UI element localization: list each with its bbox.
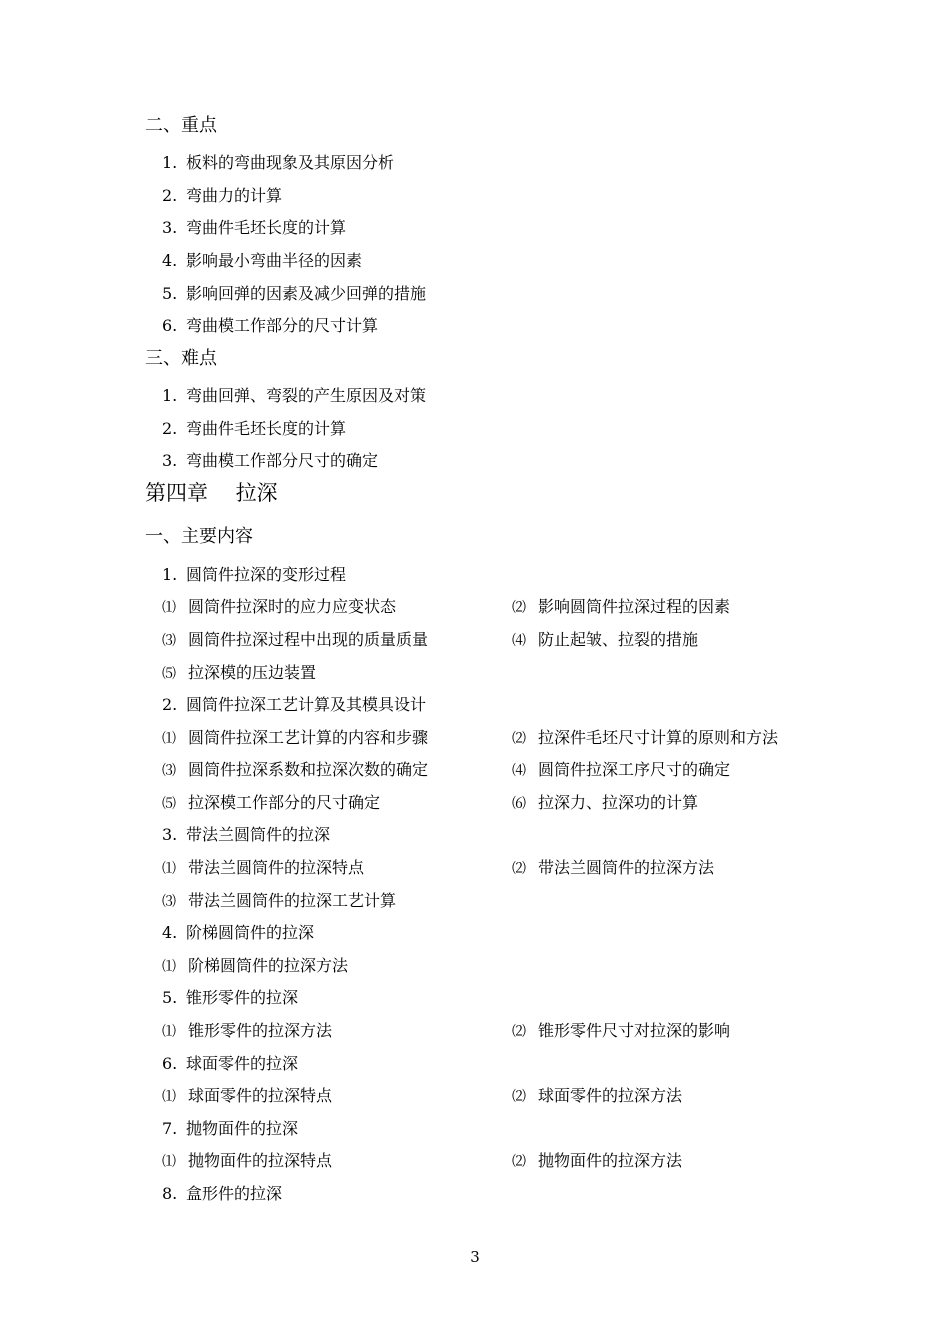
sub-item-text: 圆筒件拉深时的应力应变状态 — [188, 597, 397, 616]
list-item — [162, 286, 426, 302]
sub-item-text: 抛物面件的拉深特点 — [188, 1151, 333, 1170]
item-text: 影响回弹的因素及减少回弹的措施 — [186, 284, 427, 303]
sub-item-number: ⑶ — [162, 633, 176, 649]
item-number: 4. — [162, 923, 178, 942]
item-number: 2. — [162, 695, 178, 714]
sub-item-text: 拉深力、拉深功的计算 — [538, 793, 699, 812]
section-heading-key-points: 二、重点 — [145, 115, 217, 136]
list-item — [162, 567, 346, 583]
sub-item — [512, 1088, 682, 1104]
sub-item — [162, 1153, 332, 1169]
sub-item — [512, 730, 778, 746]
sub-item-number: ⑵ — [512, 861, 526, 877]
sub-item — [162, 762, 428, 778]
section-heading-difficulties: 三、难点 — [145, 348, 217, 369]
list-item — [162, 318, 378, 334]
sub-item-text: 圆筒件拉深过程中出现的质量质量 — [188, 630, 429, 649]
item-text: 阶梯圆筒件的拉深 — [186, 923, 315, 942]
sub-item — [162, 1088, 332, 1104]
sub-item-text: 带法兰圆筒件的拉深工艺计算 — [188, 891, 397, 910]
item-text: 影响最小弯曲半径的因素 — [186, 251, 363, 270]
sub-item-text: 锥形零件的拉深方法 — [188, 1021, 333, 1040]
list-item — [162, 188, 282, 204]
item-number: 3. — [162, 451, 178, 470]
item-number: 6. — [162, 316, 178, 335]
sub-item — [162, 730, 428, 746]
item-number: 4. — [162, 251, 178, 270]
item-number: 1. — [162, 153, 178, 172]
sub-item — [162, 665, 316, 681]
item-text: 圆筒件拉深工艺计算及其模具设计 — [186, 695, 427, 714]
sub-item-text: 圆筒件拉深工艺计算的内容和步骤 — [188, 728, 429, 747]
item-text: 球面零件的拉深 — [186, 1054, 299, 1073]
section-heading-main-content: 一、主要内容 — [145, 526, 253, 547]
sub-item-text: 拉深模的压边装置 — [188, 663, 317, 682]
list-item — [162, 421, 346, 437]
item-number: 5. — [162, 988, 178, 1007]
sub-item — [512, 860, 714, 876]
sub-item-number: ⑸ — [162, 796, 176, 812]
page-number: 3 — [470, 1248, 480, 1266]
sub-item-text: 抛物面件的拉深方法 — [538, 1151, 683, 1170]
list-item — [162, 155, 394, 171]
item-number: 7. — [162, 1119, 178, 1138]
item-number: 6. — [162, 1054, 178, 1073]
sub-item-text: 圆筒件拉深系数和拉深次数的确定 — [188, 760, 429, 779]
sub-item-text: 球面零件的拉深特点 — [188, 1086, 333, 1105]
sub-item-number: ⑴ — [162, 1154, 176, 1170]
sub-item-number: ⑹ — [512, 796, 526, 812]
sub-item-number: ⑶ — [162, 894, 176, 910]
sub-item-number: ⑴ — [162, 600, 176, 616]
sub-item-number: ⑴ — [162, 1024, 176, 1040]
item-text: 带法兰圆筒件的拉深 — [186, 825, 331, 844]
item-number: 5. — [162, 284, 178, 303]
list-item — [162, 453, 378, 469]
sub-item — [162, 860, 364, 876]
sub-item-number: ⑶ — [162, 763, 176, 779]
sub-item — [162, 632, 428, 648]
list-item — [162, 253, 362, 269]
list-item — [162, 388, 426, 404]
list-item — [162, 220, 346, 236]
sub-item — [162, 599, 396, 615]
sub-item-number: ⑵ — [512, 1089, 526, 1105]
item-text: 板料的弯曲现象及其原因分析 — [186, 153, 395, 172]
sub-item-text: 带法兰圆筒件的拉深特点 — [188, 858, 365, 877]
list-item — [162, 697, 426, 713]
item-number: 3. — [162, 825, 178, 844]
sub-item-number: ⑵ — [512, 1154, 526, 1170]
sub-item-text: 防止起皱、拉裂的措施 — [538, 630, 699, 649]
sub-item-text: 锥形零件尺寸对拉深的影响 — [538, 1021, 731, 1040]
sub-item-text: 拉深模工作部分的尺寸确定 — [188, 793, 381, 812]
item-number: 1. — [162, 386, 178, 405]
list-item — [162, 1186, 282, 1202]
item-text: 弯曲模工作部分尺寸的确定 — [186, 451, 379, 470]
sub-item-number: ⑴ — [162, 959, 176, 975]
sub-item-number: ⑴ — [162, 731, 176, 747]
sub-item-number: ⑵ — [512, 731, 526, 747]
item-text: 盒形件的拉深 — [186, 1184, 283, 1203]
item-number: 8. — [162, 1184, 178, 1203]
item-text: 圆筒件拉深的变形过程 — [186, 565, 347, 584]
sub-item-text: 拉深件毛坯尺寸计算的原则和方法 — [538, 728, 779, 747]
sub-item-text: 阶梯圆筒件的拉深方法 — [188, 956, 349, 975]
item-text: 弯曲件毛坯长度的计算 — [186, 218, 347, 237]
item-number: 2. — [162, 186, 178, 205]
item-text: 弯曲件毛坯长度的计算 — [186, 419, 347, 438]
item-text: 抛物面件的拉深 — [186, 1119, 299, 1138]
sub-item-text: 圆筒件拉深工序尺寸的确定 — [538, 760, 731, 779]
list-item — [162, 1056, 298, 1072]
sub-item — [512, 599, 730, 615]
item-number: 2. — [162, 419, 178, 438]
sub-item-number: ⑷ — [512, 763, 526, 779]
sub-item-text: 球面零件的拉深方法 — [538, 1086, 683, 1105]
sub-item-number: ⑴ — [162, 1089, 176, 1105]
list-item — [162, 990, 298, 1006]
item-text: 弯曲力的计算 — [186, 186, 283, 205]
sub-item-number: ⑸ — [162, 666, 176, 682]
sub-item-number: ⑵ — [512, 1024, 526, 1040]
sub-item — [162, 958, 348, 974]
sub-item-text: 影响圆筒件拉深过程的因素 — [538, 597, 731, 616]
list-item — [162, 827, 330, 843]
item-number: 1. — [162, 565, 178, 584]
sub-item — [512, 795, 698, 811]
item-text: 弯曲回弹、弯裂的产生原因及对策 — [186, 386, 427, 405]
sub-item — [162, 1023, 332, 1039]
list-item — [162, 925, 314, 941]
chapter-title: 第四章 拉深 — [145, 481, 278, 505]
sub-item — [512, 1153, 682, 1169]
item-text: 弯曲模工作部分的尺寸计算 — [186, 316, 379, 335]
sub-item-number: ⑷ — [512, 633, 526, 649]
sub-item-number: ⑴ — [162, 861, 176, 877]
sub-item — [162, 893, 396, 909]
list-item — [162, 1121, 298, 1137]
sub-item — [512, 762, 730, 778]
sub-item-text: 带法兰圆筒件的拉深方法 — [538, 858, 715, 877]
item-number: 3. — [162, 218, 178, 237]
sub-item — [512, 632, 698, 648]
sub-item — [512, 1023, 730, 1039]
item-text: 锥形零件的拉深 — [186, 988, 299, 1007]
sub-item — [162, 795, 380, 811]
sub-item-number: ⑵ — [512, 600, 526, 616]
